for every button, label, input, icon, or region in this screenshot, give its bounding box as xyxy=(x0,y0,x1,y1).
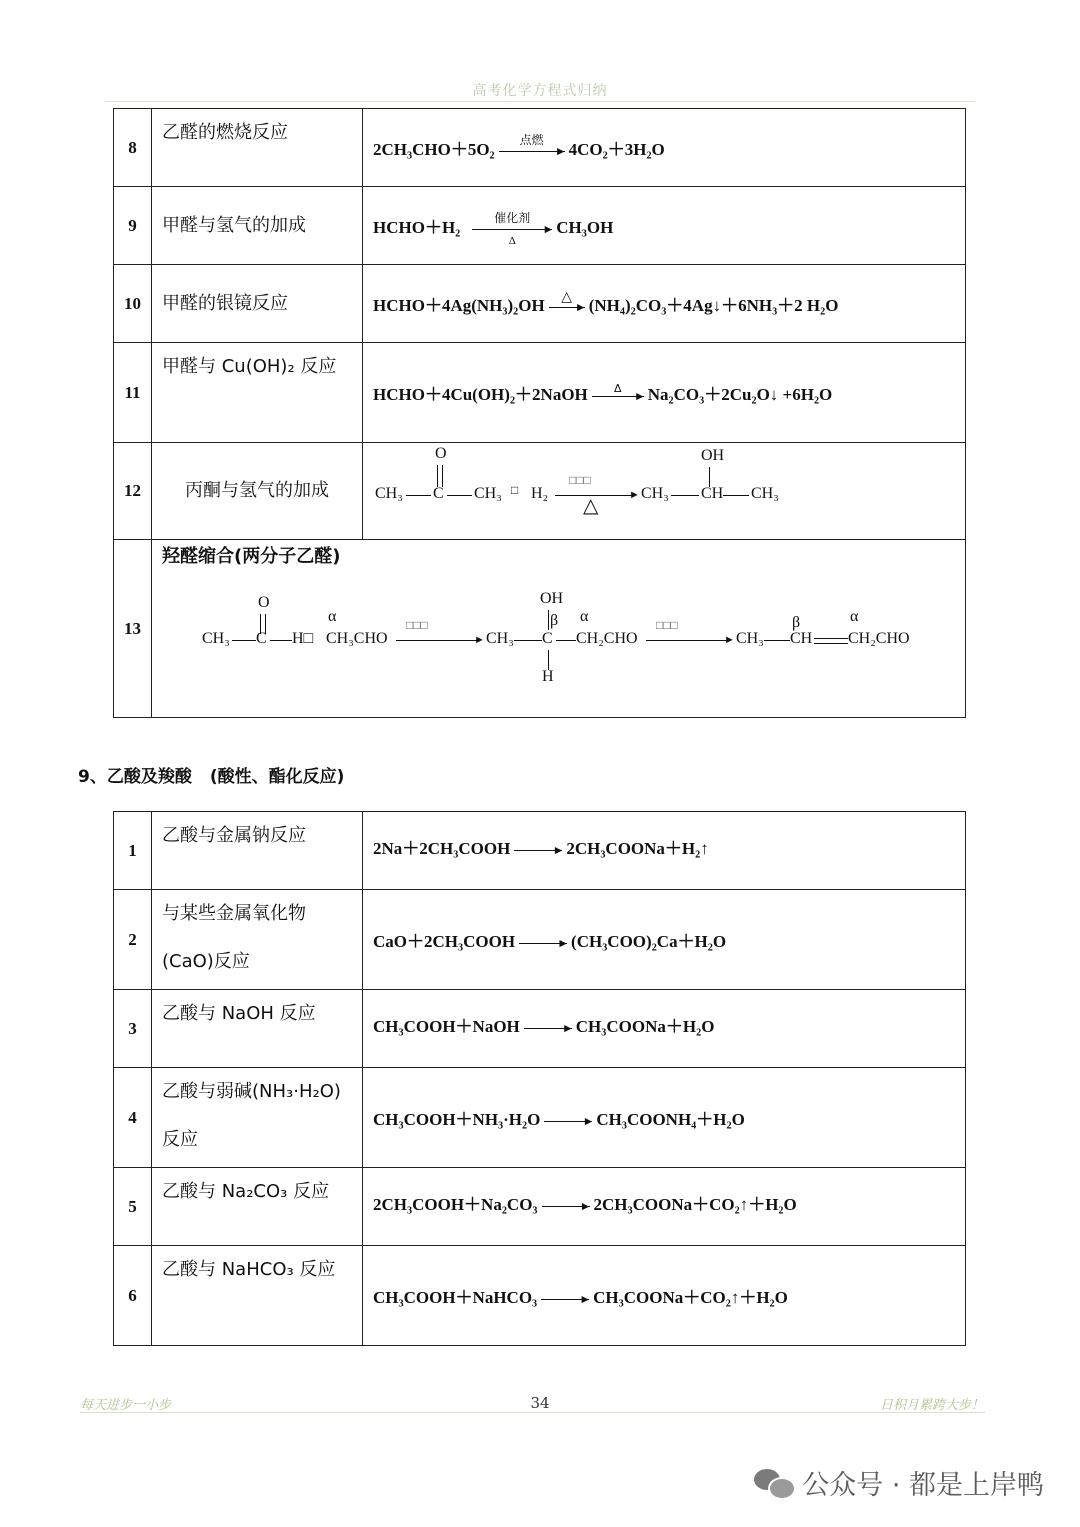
table-row xyxy=(114,540,966,718)
reaction-equation xyxy=(363,890,966,990)
aldol-condensation-cell xyxy=(152,540,966,718)
reaction-arrow: ► xyxy=(541,1299,589,1300)
heat-symbol: △ xyxy=(583,495,599,517)
aldol-condensation-structure: 羟醛缩合(两分子乙醛) O CH₃ C H□ α CH₃CHO ► □□□ OH β α CH₃ C CH₂CHO H ► □□□ β α CH₃ CH CH₂CHO xyxy=(152,540,965,716)
equation-products: CH₃OH xyxy=(556,218,614,237)
acetone-hydrogenation-structure: O CH₃ C CH₃ □ H₂ ► □□□ △ OH CH₃ CH CH₃ xyxy=(375,445,779,517)
reaction-equation xyxy=(363,1246,966,1346)
wechat-icon xyxy=(754,1467,794,1499)
methyl-group: CH₃ xyxy=(474,485,502,502)
table-row xyxy=(114,109,966,187)
reaction-equation xyxy=(363,1068,966,1168)
reaction-name: 乙酸与 NaHCO₃ 反应 xyxy=(152,1246,363,1346)
equation-reactants: HCHO＋4Ag(NH₃)₂OH xyxy=(373,296,545,315)
hydroxyl-group: OH xyxy=(540,590,564,607)
equation-products: Na₂CO₃＋2Cu₂O↓ +6H₂O xyxy=(647,385,833,404)
reaction-name: 乙酸与 Na₂CO₃ 反应 xyxy=(152,1168,363,1246)
reaction-arrow: ► xyxy=(524,1028,572,1029)
row-number: 13 xyxy=(114,540,152,718)
row-number: 1 xyxy=(114,812,152,890)
reaction-name: 甲醛的银镜反应 xyxy=(152,265,363,343)
carbonyl-carbon: C xyxy=(256,630,267,647)
methyl-group: CH₃ xyxy=(641,485,669,502)
equation-products: 4CO₂＋3H₂O xyxy=(568,140,665,159)
reaction-arrow: ► xyxy=(544,1121,592,1122)
equation-reactants: 2CH₃CHO＋5O₂ xyxy=(373,140,495,159)
equation-reactants: HCHO＋4Cu(OH)₂＋2NaOH xyxy=(373,385,588,404)
footer-motto-right: 日积月累跨大步！ xyxy=(879,1398,984,1413)
reaction-equation xyxy=(363,265,966,343)
reaction-arrow: ► △ xyxy=(549,307,585,308)
oxygen-atom: O xyxy=(258,594,270,611)
methyl-group: CH₃ xyxy=(736,630,764,647)
row-number: 2 xyxy=(114,890,152,990)
alpha-label: α xyxy=(580,608,589,625)
table-row xyxy=(114,265,966,343)
section-heading: 9、乙酸及羧酸 xyxy=(78,767,192,787)
section-subtitle: (酸性、酯化反应) xyxy=(209,767,345,787)
table-row xyxy=(114,812,966,890)
reaction-name: 甲醛与氢气的加成 xyxy=(152,187,363,265)
methyl-group: CH₃ xyxy=(751,485,779,502)
reaction-equation xyxy=(363,109,966,187)
reaction-condition: Δ xyxy=(614,381,622,395)
alpha-label: α xyxy=(850,608,859,625)
reaction-condition: 催化剂 xyxy=(494,210,531,225)
methyl-group: CH₃ xyxy=(202,630,230,647)
equation-reactants: CH₃COOH＋NaOH xyxy=(373,1017,520,1036)
footer-motto-left: 每天进步一小步 xyxy=(80,1398,172,1413)
reaction-equation xyxy=(363,343,966,443)
acetic-acid-reaction-table xyxy=(113,811,966,1346)
equation-products: CH₃COONH₄＋H₂O xyxy=(596,1110,745,1129)
header-divider xyxy=(105,101,975,102)
reaction-equation xyxy=(363,1168,966,1246)
reaction-arrow: ► 点燃 xyxy=(499,151,565,152)
row-number: 4 xyxy=(114,1068,152,1168)
reaction-condition: △ xyxy=(561,288,573,305)
row-number: 12 xyxy=(114,443,152,540)
methyl-group: CH₃ xyxy=(375,485,403,502)
section-title xyxy=(78,762,344,787)
table-row xyxy=(114,343,966,443)
table-row xyxy=(114,990,966,1068)
reaction-name: 乙酸与弱碱(NH₃·H₂O)反应 xyxy=(152,1068,363,1168)
reaction-equation xyxy=(363,443,966,540)
reaction-name: 乙酸与 NaOH 反应 xyxy=(152,990,363,1068)
equation-products: CH₃COONa＋H₂O xyxy=(575,1017,715,1036)
page-number: 34 xyxy=(530,1394,550,1412)
reaction-arrow: ► Δ xyxy=(592,396,644,397)
equation-reactants: CH₃COOH＋NaHCO₃ xyxy=(373,1288,538,1307)
equation-products: CH₃COONa＋CO₂↑＋H₂O xyxy=(593,1288,788,1307)
equation-reactants: CH₃COOH＋NH₃·H₂O xyxy=(373,1110,541,1129)
footer-divider xyxy=(80,1412,985,1413)
watermark-text: 公众号 · 都是上岸鸭 xyxy=(802,1470,1044,1501)
equation-reactants: 2CH₃COOH＋Na₂CO₃ xyxy=(373,1195,538,1214)
equation-reactants: CaO＋2CH₃COOH xyxy=(373,932,516,951)
reaction-arrow: ► 催化剂 Δ xyxy=(472,229,552,230)
table-row xyxy=(114,187,966,265)
alpha-label: α xyxy=(328,608,337,625)
equation-products: (CH₃COO)₂Ca＋H₂O xyxy=(571,932,727,951)
reaction-name: 与某些金属氧化物(CaO)反应 xyxy=(152,890,363,990)
beta-label: β xyxy=(550,612,559,629)
methylene-aldehyde: CH₂CHO xyxy=(576,630,638,647)
row-number: 11 xyxy=(114,343,152,443)
oxygen-atom: O xyxy=(435,445,447,462)
reaction-condition: □□□ xyxy=(656,618,678,632)
row-number: 6 xyxy=(114,1246,152,1346)
row-number: 3 xyxy=(114,990,152,1068)
methine-group: CH xyxy=(701,485,724,502)
beta-label: β xyxy=(792,614,801,631)
reaction-name: 羟醛缩合(两分子乙醛) xyxy=(162,546,341,567)
reaction-condition: □□□ xyxy=(406,618,428,632)
table-row xyxy=(114,1168,966,1246)
carbon-atom: C xyxy=(542,630,553,647)
acetaldehyde: CH₃CHO xyxy=(326,630,388,647)
table-row xyxy=(114,1068,966,1168)
row-number: 10 xyxy=(114,265,152,343)
reaction-condition: 点燃 xyxy=(519,132,544,147)
reaction-arrow: ► xyxy=(514,850,562,851)
aldehyde-reaction-table xyxy=(113,108,966,718)
aldehyde-hydrogen: H□ xyxy=(292,630,314,647)
reaction-condition-below: Δ xyxy=(508,234,516,247)
equation-products: (NH₄)₂CO₃＋4Ag↓＋6NH₃＋2 H₂O xyxy=(588,296,839,315)
equation-reactants: HCHO＋H₂ xyxy=(373,218,461,237)
reaction-arrow: ► xyxy=(519,943,567,944)
carbonyl-carbon: C xyxy=(433,485,444,502)
wechat-watermark xyxy=(754,1463,1044,1502)
methyl-group: CH₃ xyxy=(486,630,514,647)
equation-products: 2CH₃COONa＋CO₂↑＋H₂O xyxy=(593,1195,797,1214)
methine-group: CH xyxy=(790,630,813,647)
reaction-arrow: ► xyxy=(542,1206,590,1207)
row-number: 9 xyxy=(114,187,152,265)
reaction-condition: □□□ xyxy=(569,473,591,487)
table-row xyxy=(114,890,966,990)
row-number: 8 xyxy=(114,109,152,187)
reaction-name: 乙醛的燃烧反应 xyxy=(152,109,363,187)
reaction-equation xyxy=(363,187,966,265)
page-header: 高考化学方程式归纳 xyxy=(472,83,608,99)
reaction-equation xyxy=(363,990,966,1068)
equation-reactants: 2Na＋2CH₃COOH xyxy=(373,839,511,858)
row-number: 5 xyxy=(114,1168,152,1246)
reaction-name: 乙酸与金属钠反应 xyxy=(152,812,363,890)
hydrogen-molecule: H₂ xyxy=(531,485,549,502)
table-row xyxy=(114,443,966,540)
hydroxyl-group: OH xyxy=(701,447,725,464)
hydrogen-atom: H xyxy=(542,668,554,685)
methylene-aldehyde: CH₂CHO xyxy=(848,630,910,647)
equation-products: 2CH₃COONa＋H₂↑ xyxy=(566,839,709,858)
reaction-name: 丙酮与氢气的加成 xyxy=(152,443,363,540)
reaction-equation xyxy=(363,812,966,890)
placeholder-glyph: □ xyxy=(511,483,519,497)
reaction-name: 甲醛与 Cu(OH)₂ 反应 xyxy=(152,343,363,443)
table-row xyxy=(114,1246,966,1346)
